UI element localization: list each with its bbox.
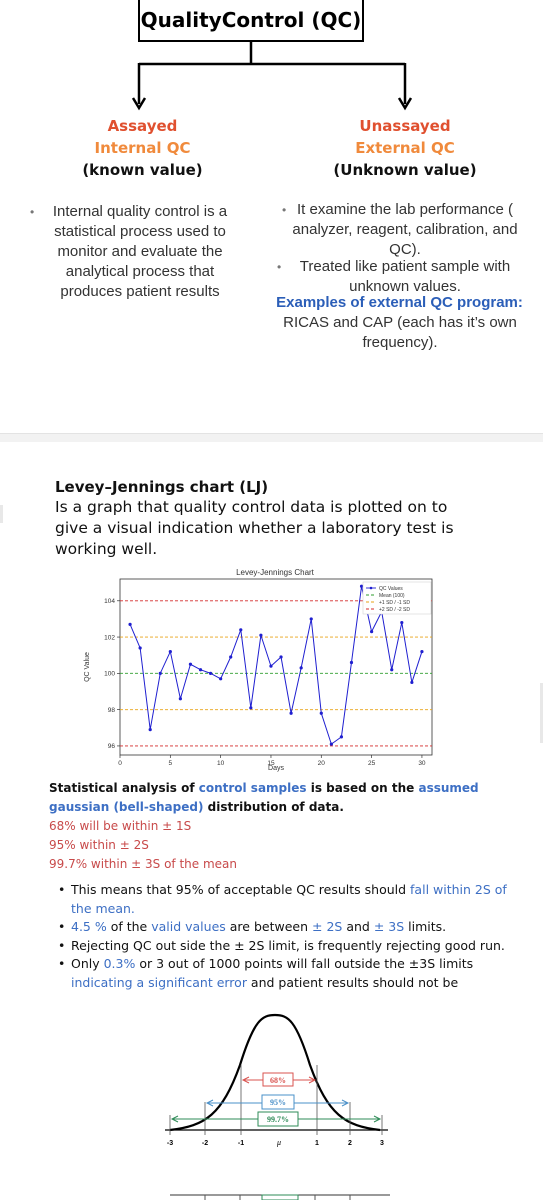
data-point: [300, 666, 303, 669]
y-tick-label: 102: [104, 634, 115, 642]
data-point: [390, 668, 393, 671]
b2-text-4: limits.: [404, 919, 447, 934]
b2-text-2: are between: [225, 919, 312, 934]
data-point: [330, 743, 333, 746]
y-axis-label: QC Value: [84, 652, 91, 682]
lj-heading: Levey–Jennings chart (LJ): [55, 478, 269, 496]
x-tick-label: 10: [217, 760, 225, 767]
b4-text-3: and patient results should not be: [246, 974, 459, 990]
b3-text: Rejecting QC out side the ± 2S limit, is frequently rejecting good run.: [71, 937, 505, 953]
rule-68: 68% will be within ± 1S: [49, 819, 192, 833]
next-diagram-cropped: [165, 1190, 395, 1200]
data-point: [420, 650, 423, 653]
data-point: [279, 655, 282, 658]
left-edge-mark: [0, 505, 3, 523]
data-point: [370, 630, 373, 633]
data-point: [249, 706, 252, 709]
y-tick-label: 104: [104, 597, 115, 605]
tick-label: -1: [237, 1140, 245, 1147]
lj-description: Is a graph that quality control data is plotted on to give a visual indication whether a laboratory test is working well.: [55, 498, 454, 558]
chart-title: Levey-Jennings Chart: [236, 568, 314, 577]
data-point: [400, 621, 403, 624]
statistical-analysis: [49, 779, 519, 874]
tick-label: -3: [166, 1140, 174, 1147]
legend-label: Mean (100): [379, 593, 405, 599]
data-point: [189, 663, 192, 666]
label-997: 99.7%: [267, 1115, 289, 1124]
data-point: [159, 672, 162, 675]
slide-divider: [0, 433, 543, 442]
data-point: [179, 697, 182, 700]
legend-label: +2 SD / -2 SD: [379, 607, 410, 613]
data-point: [360, 585, 363, 588]
x-tick-label: 15: [267, 760, 275, 767]
external-qc-bullet-1: It examine the lab performance ( analyzer, reagent, calibration, and QC).: [292, 201, 518, 258]
data-point: [350, 661, 353, 664]
internal-qc-description: Internal quality control is a statistical process used to monitor and evaluate the analytical process that produces patient results: [52, 203, 228, 300]
b2-valid: valid values: [151, 919, 226, 934]
x-tick-label: 25: [367, 760, 376, 767]
x-tick-label: 30: [418, 760, 426, 767]
y-tick-label: 100: [104, 670, 115, 678]
list-item: [58, 918, 528, 937]
b1-text: This means that 95% of acceptable QC results should: [71, 882, 411, 897]
external-qc-bullet-2: Treated like patient sample with unknown values.: [299, 258, 511, 295]
qc-title: QualityControl (QC): [140, 8, 362, 32]
data-point: [259, 634, 262, 637]
reference-lines: [120, 601, 432, 746]
list-item: [58, 881, 528, 918]
data-point: [209, 672, 212, 675]
data-point: [139, 646, 142, 649]
bullet-dot: •: [277, 260, 282, 274]
data-point: [239, 628, 242, 631]
b4-link: indicating a significant error: [71, 974, 247, 990]
bullet-dot: •: [30, 205, 35, 219]
examples-text: RICAS and CAP (each has it’s own frequency).: [283, 314, 517, 351]
y-axis-ticks: [104, 598, 120, 750]
stat-text-2: is based on the: [306, 781, 419, 795]
data-point: [169, 650, 172, 653]
label-68: 68%: [270, 1076, 286, 1085]
unassayed-label: Unassayed: [359, 117, 451, 135]
y-tick-label: 98: [107, 706, 115, 714]
levey-jennings-chart: [65, 563, 450, 775]
b4-pct: 0.3%: [103, 956, 136, 971]
x-tick-label: 20: [317, 760, 325, 767]
b1-link: fall within 2S of the mean.: [71, 882, 507, 916]
unknown-value-label: (Unknown value): [333, 161, 477, 179]
rule-95: 95% within ± 2S: [49, 838, 149, 852]
assayed-heading: [55, 115, 230, 181]
b4-text-2: or 3 out of 1000 points will fall outside the ±3S limits: [135, 956, 474, 971]
data-point: [229, 655, 232, 658]
unassayed-heading: [305, 115, 505, 181]
tick-label: 3: [380, 1140, 384, 1147]
data-point: [410, 681, 413, 684]
bullet-dot: •: [282, 203, 287, 217]
stat-intro: [49, 779, 519, 817]
stat-link-control-samples: control samples: [198, 781, 307, 795]
data-point: [149, 728, 152, 731]
b2-text-3: and: [342, 919, 374, 934]
tick-label: 1: [315, 1140, 319, 1147]
internal-qc-label: Internal QC: [94, 139, 191, 157]
data-point: [310, 617, 313, 620]
list-item: [58, 937, 528, 956]
b2-2s: ± 2S: [312, 919, 343, 934]
assayed-label: Assayed: [107, 117, 178, 135]
b4-text-1: Only: [71, 956, 104, 971]
legend-label: QC Values: [379, 586, 403, 592]
tick-label-mu: μ: [276, 1138, 282, 1147]
x-axis-label: Days: [268, 765, 284, 772]
qc-rules-list: [58, 881, 528, 992]
tick-label: 2: [348, 1140, 352, 1147]
list-item: [58, 955, 528, 992]
data-point: [320, 712, 323, 715]
x-tick-label: 0: [118, 760, 122, 767]
label-95: 95%: [270, 1098, 286, 1107]
stat-text-1: Statistical analysis of: [49, 781, 199, 795]
stat-text-3: distribution of data.: [203, 800, 344, 814]
y-tick-label: 96: [107, 743, 115, 751]
b2-pct: 4.5 %: [71, 919, 107, 934]
tick-label: -2: [201, 1140, 209, 1147]
data-point: [199, 668, 202, 671]
chart-legend: [363, 582, 431, 614]
hierarchy-connector: [0, 0, 543, 120]
b2-3s: ± 3S: [373, 919, 405, 934]
data-point: [340, 735, 343, 738]
stat-link-gaussian: assumed gaussian (bell-shaped): [49, 781, 479, 814]
data-point: [289, 712, 292, 715]
b2-text-1: of the: [106, 919, 152, 934]
examples-heading: Examples of external QC program:: [276, 294, 523, 311]
rule-997: 99.7% within ± 3S of the mean: [49, 857, 238, 871]
known-value-label: (known value): [82, 161, 203, 179]
bell-curve-diagram: [150, 1005, 400, 1155]
data-point: [128, 623, 131, 626]
legend-label: +1 SD / -1 SD: [379, 600, 410, 606]
data-point: [219, 677, 222, 680]
x-tick-label: 5: [168, 760, 173, 767]
data-point: [269, 664, 272, 667]
external-qc-label: External QC: [355, 139, 455, 157]
